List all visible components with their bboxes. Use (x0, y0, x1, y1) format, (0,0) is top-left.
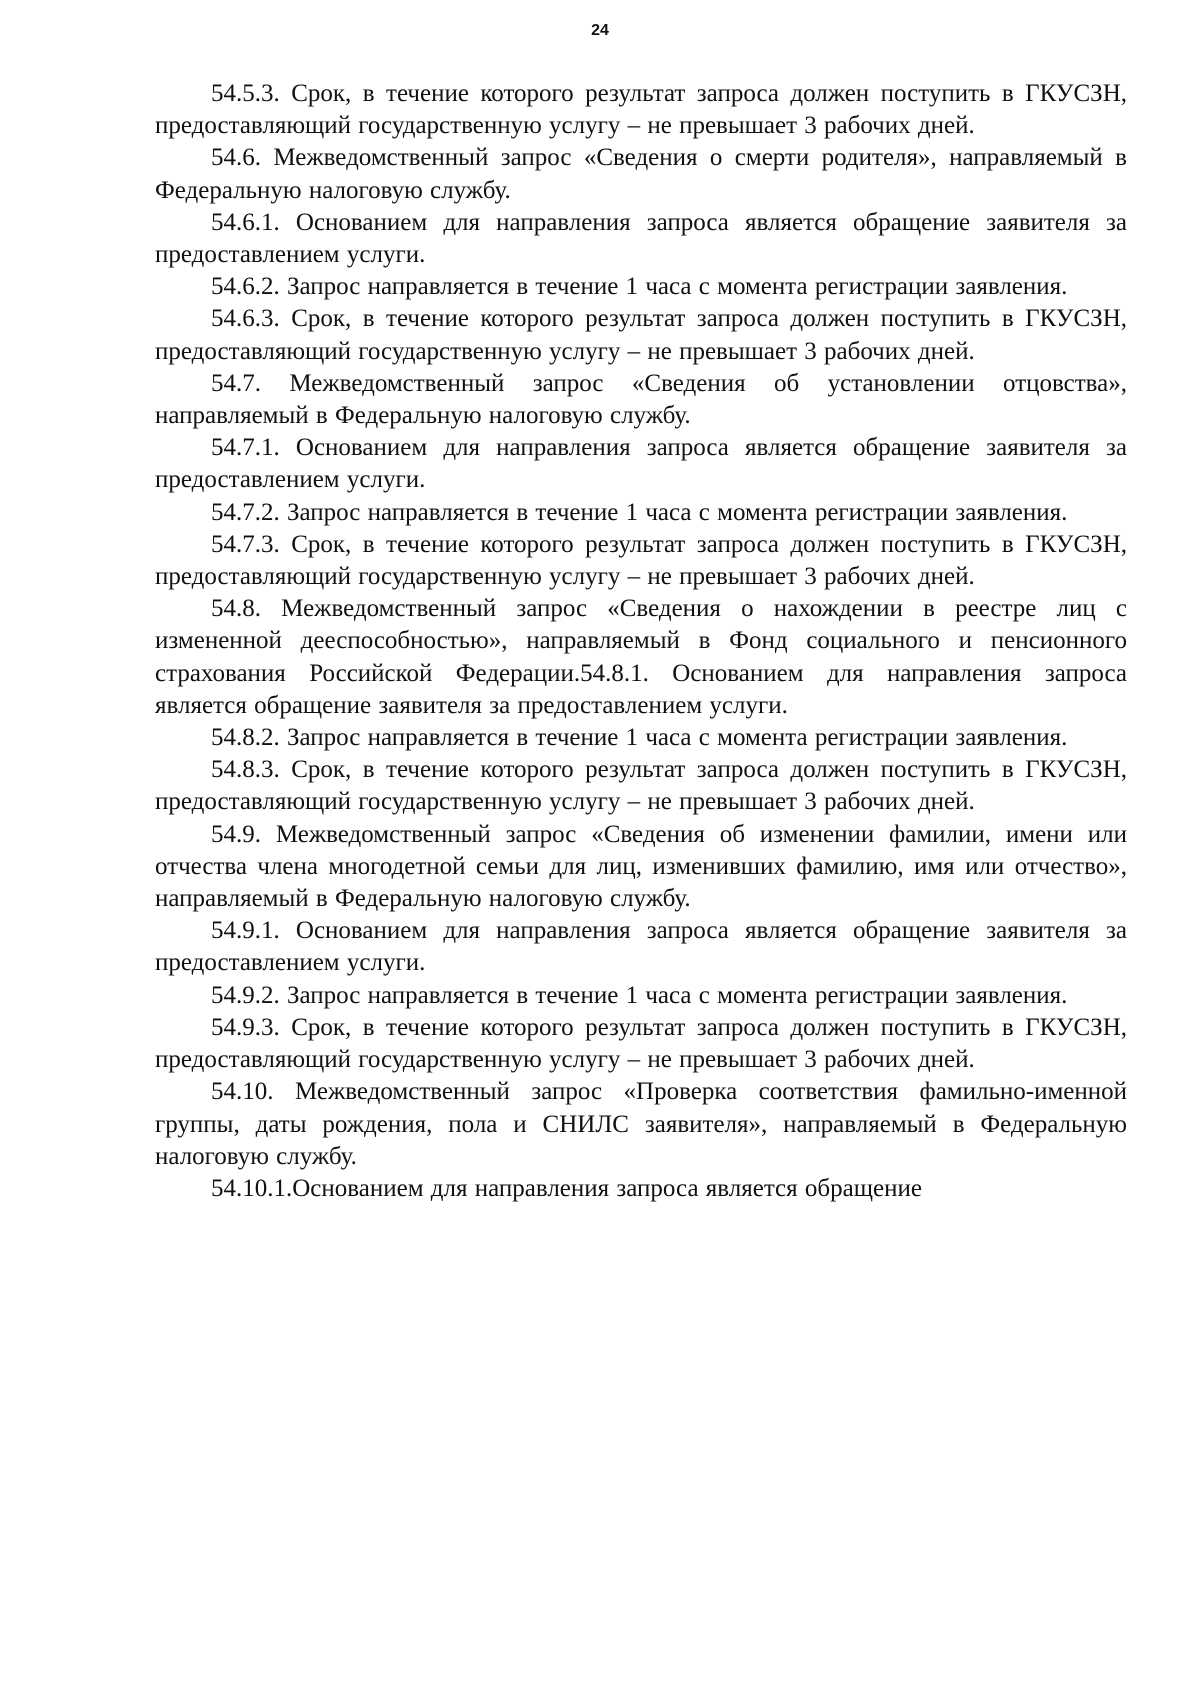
page-number: 24 (591, 22, 609, 39)
paragraph-54-10-1: 54.10.1.Основанием для направления запроса является обращение (211, 1174, 922, 1202)
paragraph-54-8-3: 54.8.3. Срок, в течение которого результат запроса должен поступить в ГКУСЗН, предоставляющий государственную услугу – не превышает 3 рабочих дней. (155, 756, 1127, 816)
document-body (155, 78, 1127, 1205)
paragraph-54-10: 54.10. Межведомственный запрос «Проверка соответствия фамильно-именной группы, даты рождения, пола и СНИЛС заявителя», направляемый в Федеральную налоговую службу. (155, 1078, 1127, 1170)
paragraph-54-7-1: 54.7.1. Основанием для направления запроса является обращение заявителя за предоставлением услуги. (155, 434, 1127, 494)
paragraph-54-9-3: 54.9.3. Срок, в течение которого результат запроса должен поступить в ГКУСЗН, предоставляющий государственную услугу – не превышает 3 рабочих дней. (155, 1013, 1127, 1074)
paragraph-54-7-2: 54.7.2. Запрос направляется в течение 1 часа с момента регистрации заявления. (211, 498, 1068, 526)
paragraph-54-6: 54.6. Межведомственный запрос «Сведения о смерти родителя», направляемый в Федеральную налоговую службу. (155, 144, 1127, 204)
paragraph-54-5-3: 54.5.3. Срок, в течение которого результат запроса должен поступить в ГКУСЗН, предоставляющий государственную услугу – не превышает 3 рабочих дней. (155, 80, 1127, 140)
paragraph-54-6-2: 54.6.2. Запрос направляется в течение 1 часа с момента регистрации заявления. (211, 273, 1068, 301)
paragraph-54-8: 54.8. Межведомственный запрос «Сведения о нахождении в реестре лиц с измененной дееспособностью», направляемый в Фонд социального и пенсионного страхования Российской Федерации.54.8.1. Основанием для направления запроса является обращение заявителя за предоставлением услуги. (155, 595, 1127, 719)
paragraph-54-9: 54.9. Межведомственный запрос «Сведения об изменении фамилии, имени или отчества члена многодетной семьи для лиц, изменивших фамилию, имя или отчество», направляемый в Федеральную налоговую службу. (155, 820, 1127, 913)
paragraph-54-7: 54.7. Межведомственный запрос «Сведения об установлении отцовства», направляемый в Федеральную налоговую службу. (155, 369, 1127, 430)
paragraph-54-8-2: 54.8.2. Запрос направляется в течение 1 часа с момента регистрации заявления. (211, 724, 1068, 752)
paragraph-54-7-3: 54.7.3. Срок, в течение которого результат запроса должен поступить в ГКУСЗН, предоставляющий государственную услугу – не превышает 3 рабочих дней. (155, 530, 1127, 591)
paragraph-54-9-2: 54.9.2. Запрос направляется в течение 1 часа с момента регистрации заявления. (211, 981, 1068, 1009)
paragraph-54-6-3: 54.6.3. Срок, в течение которого результат запроса должен поступить в ГКУСЗН, предоставляющий государственную услугу – не превышает 3 рабочих дней. (155, 305, 1127, 365)
paragraph-54-9-1: 54.9.1. Основанием для направления запроса является обращение заявителя за предоставлением услуги. (155, 917, 1127, 977)
paragraph-54-6-1: 54.6.1. Основанием для направления запроса является обращение заявителя за предоставлением услуги. (155, 208, 1127, 269)
